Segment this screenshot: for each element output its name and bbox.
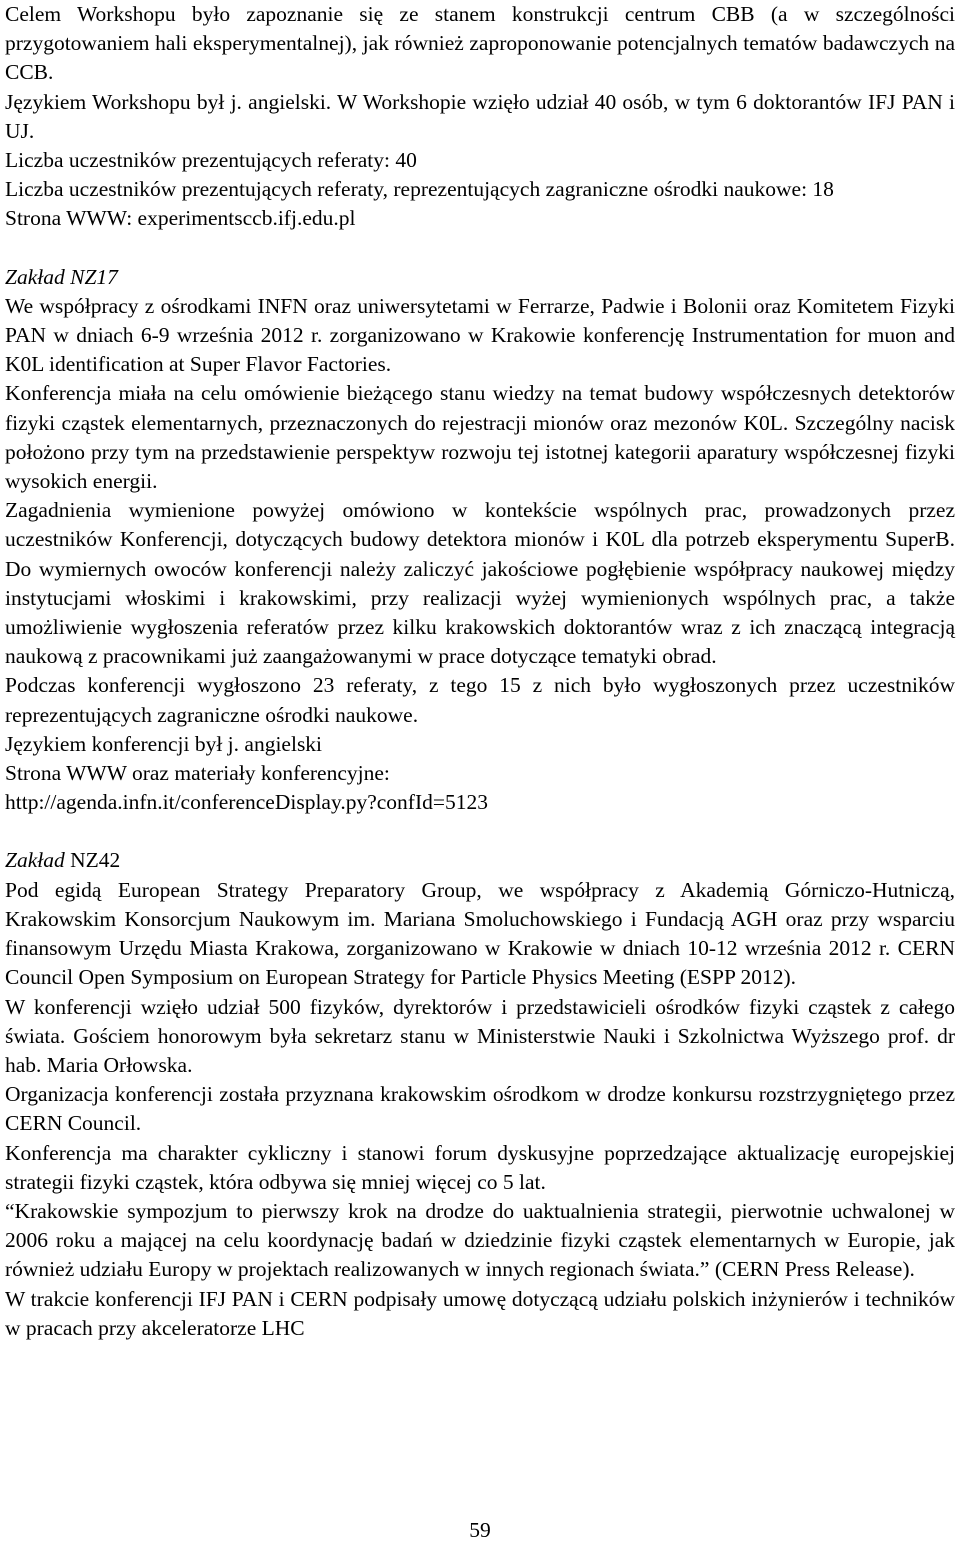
heading-code: NZ42: [70, 848, 121, 873]
intro-section: [5, 0, 955, 234]
nz42-paragraph: Pod egidą European Strategy Preparatory Group, we współpracy z Akademią Górniczo-Hutniczą, Krakowskim Konsorcjum Naukowym im. Mariana Smoluchowskiego i Fundacją AGH oraz przy wsparciu finansowym Urzędu Miasta Krakowa, zorganizowano w Krakowie w dniach 10-12 września 2012 r. CERN Council Open Symposium on European Strategy for Particle Physics Meeting (ESPP 2012).: [5, 877, 955, 990]
section-nz17: [5, 263, 955, 818]
nz17-paragraph: Konferencja miała na celu omówienie bieżącego stanu wiedzy na temat budowy współczesnych detektorów fizyki cząstek elementarnych, przeznaczonych do rejestracji mionów oraz mezonów K0L. Szczególny nacisk położono przy tym na przedstawienie perspektyw rozwoju tej istotnej kategorii aparatury współczesnej fizyki wysokich energii.: [5, 381, 955, 494]
nz42-paragraph: Organizacja konferencji została przyznana krakowskim ośrodkom w drodze konkursu rozstrzygniętego przez CERN Council.: [5, 1082, 955, 1136]
heading-label: Zakład: [5, 848, 65, 873]
nz17-language: Językiem konferencji był j. angielski: [5, 731, 323, 756]
foreign-participants-count: Liczba uczestników prezentujących referaty, reprezentujących zagraniczne ośrodki naukowe: 18: [5, 177, 834, 202]
participants-count: Liczba uczestników prezentujących referaty: 40: [5, 148, 417, 173]
section-heading: [5, 263, 955, 292]
nz42-paragraph: W konferencji wzięło udział 500 fizyków, dyrektorów i przedstawicieli ośrodków fizyki cząstek z całego świata. Gościem honorowym była sekretarz stanu w Ministerstwie Nauki i Szkolnictwa Wyższego prof. dr hab. Maria Orłowska.: [5, 994, 955, 1077]
nz17-materials-label: Strona WWW oraz materiały konferencyjne:: [5, 761, 390, 786]
page-number: 59: [469, 1518, 491, 1542]
nz42-quote: “Krakowskie sympozjum to pierwszy krok na drodze do uaktualnienia strategii, pierwotnie uchwalonej w 2006 roku a mającej na celu koordynację badań w dziedzinie fizyki cząstek elementarnych w Europie, jak również udziału Europy w projektach realizowanych w innych regionach świata.” (CERN Press Release).: [5, 1198, 955, 1282]
document-page: [5, 0, 955, 1343]
website-line: Strona WWW: experimentsccb.ifj.edu.pl: [5, 206, 356, 231]
intro-paragraph: Celem Workshopu było zapoznanie się ze stanem konstrukcji centrum CBB (a w szczególności przygotowaniem hali eksperymentalnej), jak również zaproponowanie potencjalnych tematów badawczych na CCB.: [5, 2, 955, 85]
nz17-paragraph: We współpracy z ośrodkami INFN oraz uniwersytetami w Ferrarze, Padwie i Bolonii oraz Komitetem Fizyki PAN w dniach 6-9 września 2012 r. zorganizowano w Krakowie konferencję Instrumentation for muon and K0L identification at Super Flavor Factories.: [5, 293, 955, 377]
nz42-paragraph: W trakcie konferencji IFJ PAN i CERN podpisały umowę dotyczącą udziału polskich inżynierów i techników w pracach przy akceleratorze LHC: [5, 1286, 955, 1340]
nz17-paragraph: Podczas konferencji wygłoszono 23 referaty, z tego 15 z nich było wygłoszonych przez uczestników reprezentujących zagraniczne ośrodki naukowe.: [5, 673, 955, 727]
heading-label: Zakład: [5, 264, 65, 289]
heading-code: NZ17: [70, 264, 118, 289]
section-heading: [5, 846, 955, 875]
section-nz42: [5, 846, 955, 1342]
nz17-url: http://agenda.infn.it/conferenceDisplay.py?confId=5123: [5, 790, 488, 815]
intro-paragraph: Językiem Workshopu był j. angielski. W Workshopie wzięło udział 40 osób, w tym 6 doktorantów IFJ PAN i UJ.: [5, 89, 955, 143]
nz17-paragraph: Zagadnienia wymienione powyżej omówiono w kontekście wspólnych prac, prowadzonych przez uczestników Konferencji, dotyczących budowy detektora mionów i K0L dla potrzeb eksperymentu SuperB. Do wymiernych owoców konferencji należy zaliczyć jakościowe pogłębienie współpracy naukowej między instytucjami włoskimi i krakowskimi, przy realizacji wyżej wymienionych wspólnych prac, a także umożliwienie wygłoszenia referatów przez kilku krakowskich doktorantów wraz z ich znaczącą integracją naukową z pracownikami już zaangażowanymi w prace dotyczące tematyki obrad.: [5, 498, 955, 669]
nz42-paragraph: Konferencja ma charakter cykliczny i stanowi forum dyskusyjne poprzedzające aktualizację europejskiej strategii fizyki cząstek, która odbywa się mniej więcej co 5 lat.: [5, 1140, 955, 1194]
